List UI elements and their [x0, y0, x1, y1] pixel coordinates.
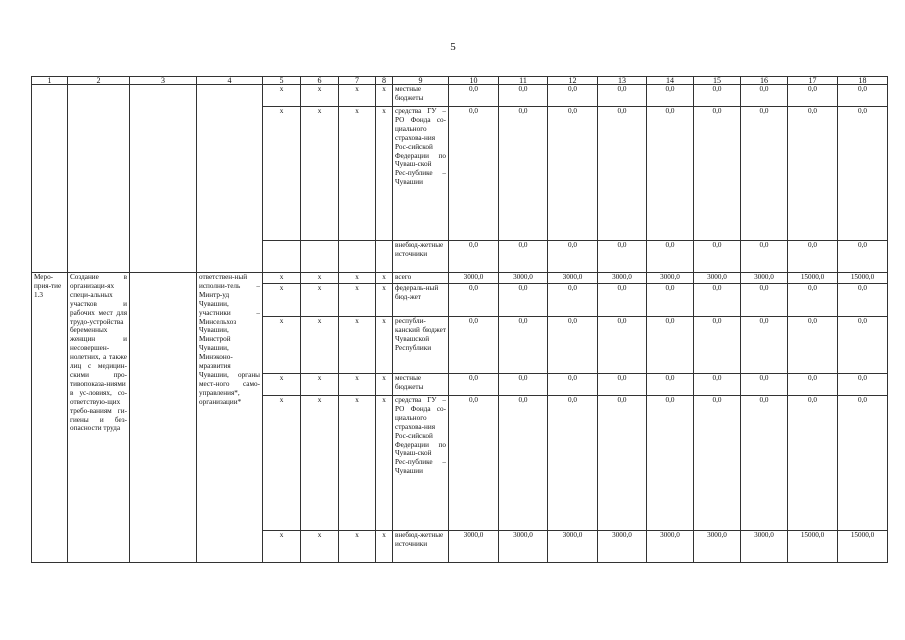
- blank-cell: [32, 85, 68, 273]
- funding-source-cell: всего: [393, 273, 449, 284]
- value-cell: 0,0: [741, 284, 788, 317]
- value-cell: 0,0: [788, 284, 838, 317]
- value-cell: 0,0: [449, 396, 499, 531]
- value-cell: 0,0: [499, 85, 548, 107]
- column-header: 13: [598, 77, 647, 85]
- x-mark-cell: x: [301, 284, 339, 317]
- column-header: 3: [130, 77, 197, 85]
- column-header: 10: [449, 77, 499, 85]
- measure-name-cell: Меро-прия-тие 1.3: [32, 273, 68, 563]
- value-cell: 0,0: [598, 374, 647, 396]
- value-cell: 0,0: [741, 107, 788, 241]
- value-cell: 0,0: [838, 85, 888, 107]
- funding-source-cell: местные бюджеты: [393, 374, 449, 396]
- x-mark-cell: x: [339, 85, 376, 107]
- x-mark-cell: x: [301, 107, 339, 241]
- budget-table: [31, 76, 888, 563]
- value-cell: 3000,0: [647, 531, 694, 563]
- table-body: [32, 77, 888, 563]
- value-cell: 3000,0: [647, 273, 694, 284]
- funding-source-cell: внебюд-жетные источники: [393, 241, 449, 273]
- x-mark-cell: x: [301, 85, 339, 107]
- value-cell: 3000,0: [499, 531, 548, 563]
- value-cell: 0,0: [838, 396, 888, 531]
- value-cell: 0,0: [741, 317, 788, 374]
- value-cell: 0,0: [598, 85, 647, 107]
- value-cell: 0,0: [741, 396, 788, 531]
- value-cell: 3000,0: [741, 273, 788, 284]
- value-cell: 0,0: [548, 317, 598, 374]
- value-cell: 0,0: [647, 241, 694, 273]
- x-mark-cell: [376, 241, 393, 273]
- value-cell: 15000,0: [838, 531, 888, 563]
- x-mark-cell: x: [263, 396, 301, 531]
- value-cell: 0,0: [548, 241, 598, 273]
- blank-cell: [130, 85, 197, 273]
- value-cell: 0,0: [788, 317, 838, 374]
- value-cell: 0,0: [548, 107, 598, 241]
- column-header: 11: [499, 77, 548, 85]
- value-cell: 0,0: [449, 241, 499, 273]
- x-mark-cell: x: [263, 317, 301, 374]
- x-mark-cell: x: [301, 273, 339, 284]
- value-cell: 3000,0: [548, 273, 598, 284]
- x-mark-cell: x: [301, 374, 339, 396]
- x-mark-cell: x: [263, 531, 301, 563]
- column-header: 9: [393, 77, 449, 85]
- column-header: 12: [548, 77, 598, 85]
- value-cell: 0,0: [548, 396, 598, 531]
- x-mark-cell: x: [339, 107, 376, 241]
- column-header: 1: [32, 77, 68, 85]
- blank-cell: [68, 85, 130, 273]
- value-cell: 0,0: [647, 85, 694, 107]
- x-mark-cell: x: [301, 531, 339, 563]
- value-cell: 0,0: [499, 284, 548, 317]
- value-cell: 0,0: [598, 396, 647, 531]
- value-cell: 0,0: [647, 396, 694, 531]
- column-header: 4: [197, 77, 263, 85]
- column-header: 18: [838, 77, 888, 85]
- value-cell: 0,0: [598, 317, 647, 374]
- funding-source-cell: федераль-ный бюд-жет: [393, 284, 449, 317]
- x-mark-cell: x: [263, 374, 301, 396]
- column-header: 5: [263, 77, 301, 85]
- value-cell: 0,0: [499, 107, 548, 241]
- value-cell: 0,0: [838, 284, 888, 317]
- column-header: 17: [788, 77, 838, 85]
- blank-cell: [130, 273, 197, 563]
- value-cell: 0,0: [694, 317, 741, 374]
- value-cell: 0,0: [741, 85, 788, 107]
- value-cell: 3000,0: [548, 531, 598, 563]
- value-cell: 3000,0: [598, 531, 647, 563]
- x-mark-cell: x: [376, 396, 393, 531]
- x-mark-cell: x: [339, 317, 376, 374]
- value-cell: 3000,0: [449, 531, 499, 563]
- x-mark-cell: x: [376, 374, 393, 396]
- x-mark-cell: x: [339, 273, 376, 284]
- value-cell: 0,0: [838, 241, 888, 273]
- value-cell: 0,0: [449, 284, 499, 317]
- value-cell: 15000,0: [838, 273, 888, 284]
- x-mark-cell: x: [263, 284, 301, 317]
- value-cell: 0,0: [741, 374, 788, 396]
- column-header: 6: [301, 77, 339, 85]
- value-cell: 0,0: [647, 107, 694, 241]
- page-number: 5: [450, 41, 456, 53]
- value-cell: 3000,0: [598, 273, 647, 284]
- value-cell: 0,0: [548, 374, 598, 396]
- value-cell: 15000,0: [788, 273, 838, 284]
- value-cell: 0,0: [647, 317, 694, 374]
- value-cell: 3000,0: [741, 531, 788, 563]
- x-mark-cell: [301, 241, 339, 273]
- funding-source-cell: местные бюджеты: [393, 85, 449, 107]
- x-mark-cell: x: [376, 531, 393, 563]
- column-header: 8: [376, 77, 393, 85]
- value-cell: 0,0: [499, 317, 548, 374]
- value-cell: 0,0: [838, 374, 888, 396]
- funding-source-cell: республи-канский бюджет Чувашской Республики: [393, 317, 449, 374]
- x-mark-cell: x: [376, 107, 393, 241]
- x-mark-cell: x: [376, 284, 393, 317]
- value-cell: 0,0: [788, 107, 838, 241]
- x-mark-cell: x: [339, 284, 376, 317]
- value-cell: 0,0: [449, 107, 499, 241]
- value-cell: 0,0: [788, 85, 838, 107]
- x-mark-cell: x: [301, 396, 339, 531]
- value-cell: 0,0: [838, 107, 888, 241]
- column-header: 15: [694, 77, 741, 85]
- value-cell: 15000,0: [788, 531, 838, 563]
- value-cell: 0,0: [838, 317, 888, 374]
- measure-title-cell: Создание в организаци-ях специ-альных участков и рабочих мест для трудо-устройства беременных женщин и несовершен-нолетних, а также лиц с медицин-скими про-тивопоказа-ниями в ус-ловиях, со-ответствую-щих требо-ваниям ги-гиены и без-опасности труда: [68, 273, 130, 563]
- value-cell: 0,0: [647, 284, 694, 317]
- value-cell: 0,0: [598, 241, 647, 273]
- value-cell: 0,0: [499, 241, 548, 273]
- value-cell: 0,0: [548, 85, 598, 107]
- column-header: 14: [647, 77, 694, 85]
- value-cell: 0,0: [694, 284, 741, 317]
- value-cell: 0,0: [449, 374, 499, 396]
- value-cell: 0,0: [694, 374, 741, 396]
- value-cell: 0,0: [499, 396, 548, 531]
- value-cell: 0,0: [694, 107, 741, 241]
- funding-source-cell: средства ГУ – РО Фонда со-циального страхова-ния Рос-сийской Федерации по Чуваш-ской Рес-публике – Чувашии: [393, 396, 449, 531]
- funding-source-cell: средства ГУ – РО Фонда со-циального страхова-ния Рос-сийской Федерации по Чуваш-ской Рес-публике – Чувашии: [393, 107, 449, 241]
- x-mark-cell: x: [339, 531, 376, 563]
- value-cell: 0,0: [694, 85, 741, 107]
- column-header: 7: [339, 77, 376, 85]
- x-mark-cell: x: [339, 374, 376, 396]
- column-header: 16: [741, 77, 788, 85]
- value-cell: 0,0: [598, 107, 647, 241]
- value-cell: 3000,0: [694, 273, 741, 284]
- header-row: [32, 77, 888, 85]
- value-cell: 0,0: [449, 85, 499, 107]
- table-row: [32, 85, 888, 107]
- x-mark-cell: [339, 241, 376, 273]
- blank-cell: [197, 85, 263, 273]
- funding-source-cell: внебюд-жетные источники: [393, 531, 449, 563]
- x-mark-cell: x: [376, 85, 393, 107]
- value-cell: 3000,0: [449, 273, 499, 284]
- value-cell: 0,0: [694, 241, 741, 273]
- x-mark-cell: x: [376, 273, 393, 284]
- x-mark-cell: x: [263, 107, 301, 241]
- value-cell: 3000,0: [499, 273, 548, 284]
- value-cell: 0,0: [647, 374, 694, 396]
- value-cell: 0,0: [598, 284, 647, 317]
- value-cell: 0,0: [741, 241, 788, 273]
- executors-cell: ответствен-ный исполни-тель – Минтр-уд Чувашии, участники – Минсельхоз Чувашии, Минстрой Чувашии, Минэконо-мразвития Чувашии, органы мест-ного само-управления*, организации*: [197, 273, 263, 563]
- x-mark-cell: x: [301, 317, 339, 374]
- value-cell: 0,0: [449, 317, 499, 374]
- value-cell: 0,0: [694, 396, 741, 531]
- x-mark-cell: x: [263, 85, 301, 107]
- x-mark-cell: x: [263, 273, 301, 284]
- value-cell: 0,0: [788, 396, 838, 531]
- value-cell: 0,0: [548, 284, 598, 317]
- table-row: [32, 273, 888, 284]
- x-mark-cell: [263, 241, 301, 273]
- column-header: 2: [68, 77, 130, 85]
- value-cell: 3000,0: [694, 531, 741, 563]
- x-mark-cell: x: [339, 396, 376, 531]
- value-cell: 0,0: [499, 374, 548, 396]
- value-cell: 0,0: [788, 374, 838, 396]
- x-mark-cell: x: [376, 317, 393, 374]
- value-cell: 0,0: [788, 241, 838, 273]
